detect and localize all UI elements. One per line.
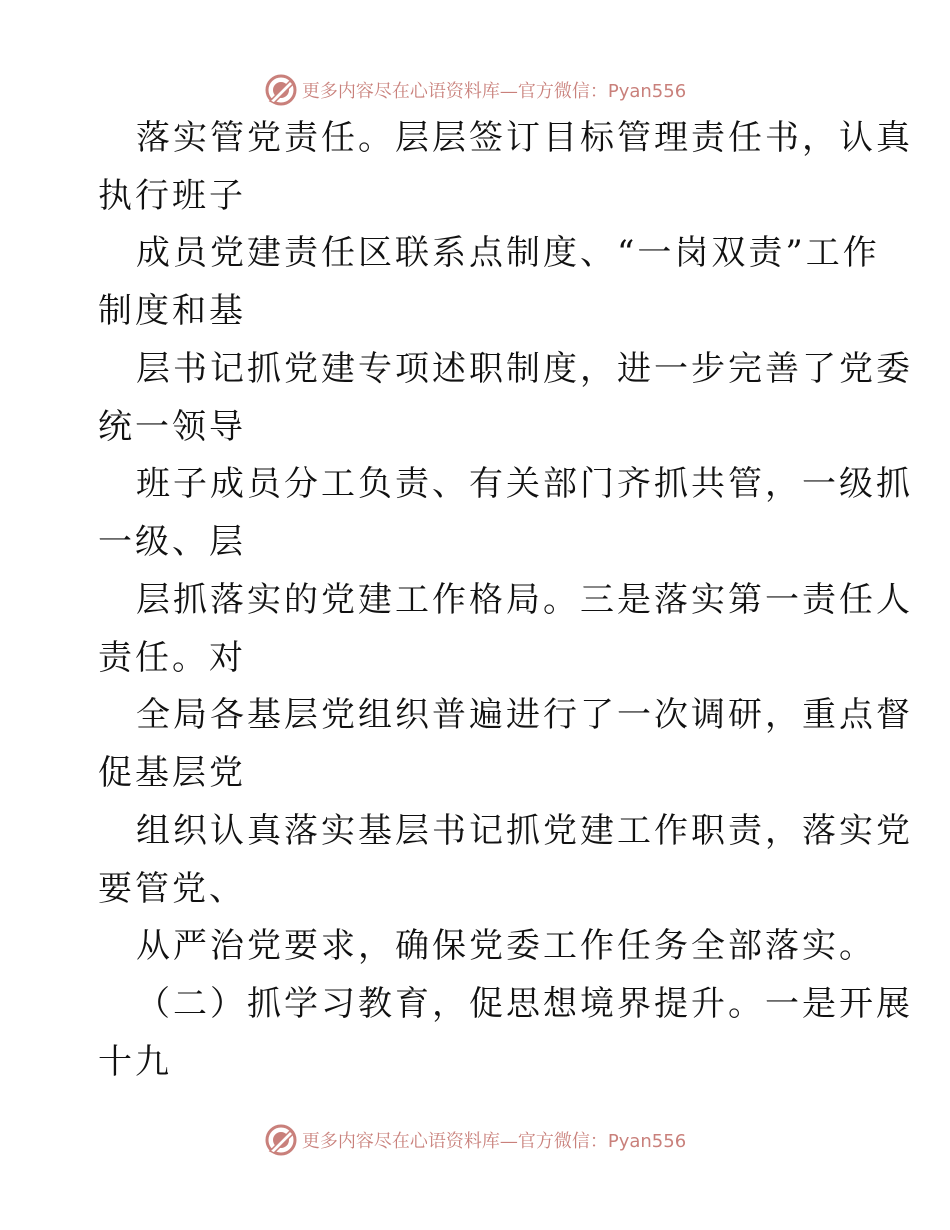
text-line: 统一领导: [98, 407, 246, 447]
text-line: 层书记抓党建专项述职制度，进一步完善了党委: [136, 349, 913, 389]
text-line: 从严治党要求，确保党委工作任务全部落实。: [136, 926, 876, 966]
banner-wechat-text: 官方微信：Pyan556: [517, 81, 687, 102]
quill-seal-icon: [264, 1123, 298, 1157]
quill-seal-icon: [264, 73, 298, 107]
text-line: 落实管党责任。层层签订目标管理责任书，认真: [136, 118, 913, 158]
banner-text: [302, 77, 686, 103]
banner-main-text: 更多内容尽在心语资料库—: [301, 81, 518, 102]
text-line: 执行班子: [98, 176, 246, 216]
text-line: 全局各基层党组织普遍进行了一次调研，重点督: [136, 695, 913, 735]
text-line: 十九: [98, 1042, 172, 1082]
banner-main-text: 更多内容尽在心语资料库—: [301, 1131, 518, 1152]
text-line: 组织认真落实基层书记抓党建工作职责，落实党: [136, 811, 913, 851]
header-banner: [0, 70, 950, 110]
text-line: 责任。对: [98, 638, 246, 678]
text-line: 一级、层: [98, 522, 246, 562]
text-line: 班子成员分工负责、有关部门齐抓共管，一级抓: [136, 464, 913, 504]
text-line: 促基层党: [98, 753, 246, 793]
banner-text: [302, 1127, 686, 1153]
footer-banner: [0, 1120, 950, 1160]
text-line: （二）抓学习教育，促思想境界提升。一是开展: [136, 984, 913, 1024]
text-line: 层抓落实的党建工作格局。三是落实第一责任人: [136, 580, 913, 620]
text-line: 制度和基: [98, 291, 246, 331]
banner-wechat-text: 官方微信：Pyan556: [517, 1131, 687, 1152]
text-line: 要管党、: [98, 869, 246, 909]
text-line: 成员党建责任区联系点制度、“一岗双责”工作: [136, 233, 880, 273]
